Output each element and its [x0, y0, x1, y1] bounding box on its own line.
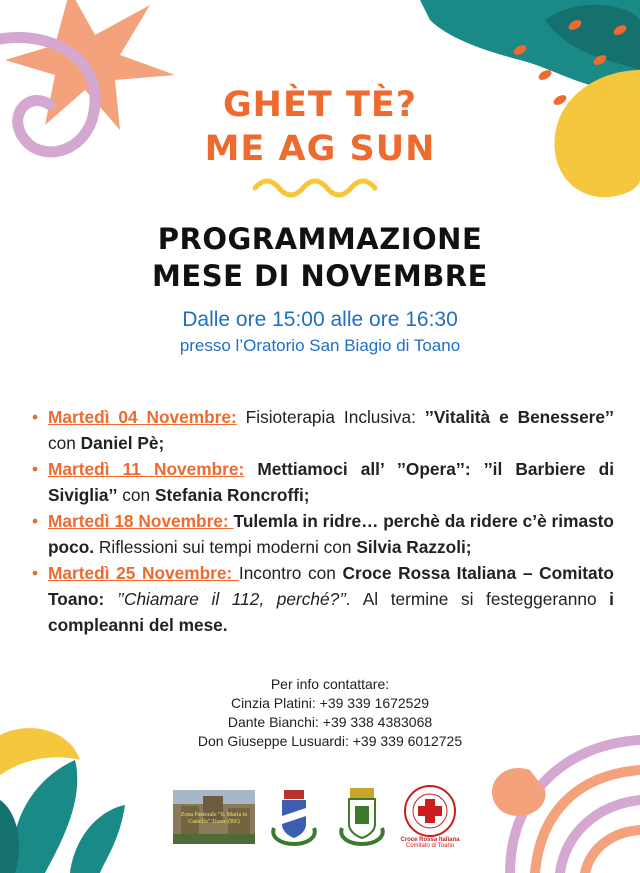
event-text: Incontro con [238, 563, 343, 583]
event-date: Martedì 18 Novembre: [48, 511, 234, 531]
event-date: Martedì 04 Novembre: [48, 407, 237, 427]
events-list [30, 404, 614, 638]
teal-leaf-shape-2 [545, 5, 640, 70]
bullet-icon: • [32, 511, 39, 531]
event-title: ’’Vitalità e Benessere’’ [424, 407, 614, 427]
event-highlight: i compleanni del mese. [48, 589, 614, 635]
event-date: Martedì 25 Novembre: [48, 563, 239, 583]
red-cross-label [398, 837, 462, 849]
program-heading-line-1: PROGRAMMAZIONE [157, 222, 483, 256]
event-text: con [48, 433, 81, 453]
toano-coat-of-arms-icon [268, 788, 320, 846]
red-cross-logo-icon [403, 784, 457, 838]
bullet-icon: • [32, 459, 39, 479]
event-text: Al termine si festeggeranno [351, 589, 610, 609]
contact-person: Cinzia Platini: +39 339 1672529 [230, 695, 430, 711]
event-speaker: Stefania Roncroffi; [154, 485, 310, 505]
event-title: Tulemla in ridre… perchè da ridere c’è rimasto poco. [48, 511, 614, 557]
contact-header: Per info contattare: [270, 676, 390, 692]
schedule-hours: Dalle ore 15:00 alle ore 16:30 [182, 308, 458, 331]
municipal-coat-of-arms-icon [336, 786, 388, 846]
sponsor-logos [0, 782, 640, 852]
teal-leaf-shape [420, 0, 640, 89]
event-subtitle: ’’Chiamare il 112, perché?’’. [104, 589, 352, 609]
poster-title-line-2: ME AG SUN [204, 129, 436, 169]
event-speaker: Silvia Razzoli; [356, 537, 472, 557]
program-heading-line-2: MESE DI NOVEMBRE [152, 259, 488, 293]
poster-title-line-1: GHÈT TÈ? [222, 85, 418, 125]
contact-person: Don Giuseppe Lusuardi: +39 339 6012725 [197, 733, 463, 749]
event-item [30, 456, 614, 508]
contact-info [0, 675, 640, 751]
event-location: presso l’Oratorio San Biagio di Toano [179, 336, 461, 355]
contact-person: Dante Bianchi: +39 338 4383068 [227, 714, 433, 730]
event-item [30, 508, 614, 560]
red-cross-committee: Comitato di Toano [405, 843, 455, 849]
oratorio-logo [173, 790, 255, 844]
red-cross-name: Croce Rossa Italiana [400, 837, 460, 843]
event-item [30, 404, 614, 456]
event-text: con [117, 485, 155, 505]
event-text: Riflessioni sui tempi moderni con [94, 537, 357, 557]
event-speaker: Daniel Pè; [80, 433, 165, 453]
event-title: Croce Rossa Italiana – Comitato Toano: [48, 563, 614, 609]
yellow-zigzag-shape [255, 181, 375, 195]
bullet-icon: • [32, 407, 39, 427]
oratorio-logo-text: Zona Pastorale "S. Maria in Castello" Toano (RE) [180, 812, 248, 825]
event-date: Martedì 11 Novembre: [48, 459, 245, 479]
event-text: Fisioterapia Inclusiva: [236, 407, 425, 427]
event-item [30, 560, 614, 638]
bullet-icon: • [32, 563, 39, 583]
event-title: Mettiamoci all’ ’’Opera’’: ’’il Barbiere di Siviglia’’ [48, 459, 614, 505]
